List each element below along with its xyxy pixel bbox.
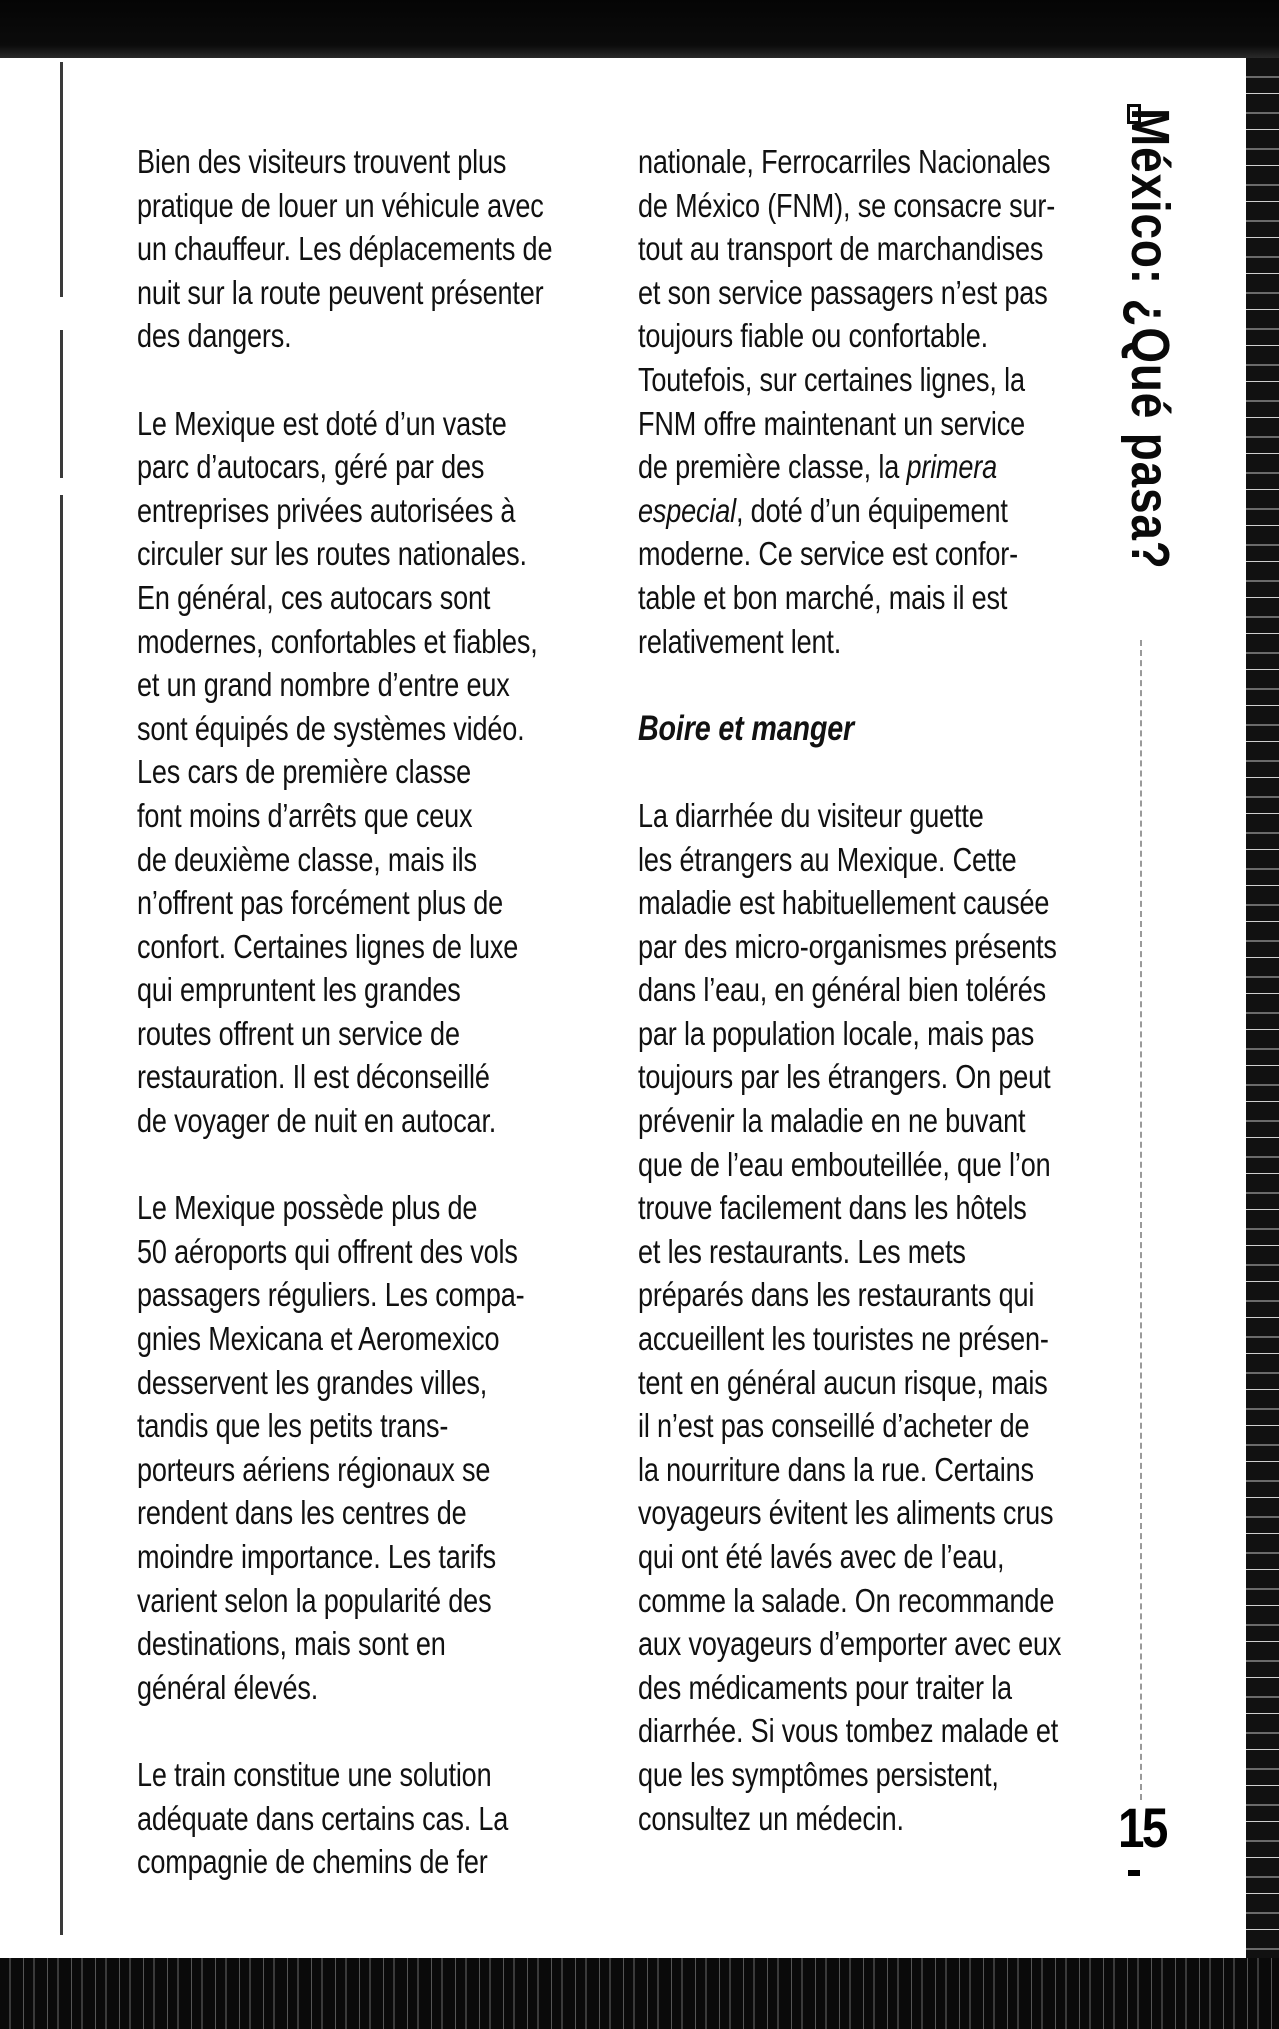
text-line: 50 aéroports qui offrent des vols [137, 1232, 518, 1270]
text-line: comme la salade. On recommande [638, 1581, 1055, 1619]
text-line: FNM offre maintenant un service [638, 404, 1025, 442]
text-line: des médicaments pour traiter la [638, 1668, 1012, 1706]
text-line: routes offrent un service de [137, 1014, 460, 1052]
text-line: qui empruntent les grandes [137, 971, 461, 1009]
page-number-mark [1128, 1870, 1140, 1876]
page-number: 15 [1118, 1796, 1166, 1859]
text-line: Toutefois, sur certaines lignes, la [638, 360, 1025, 398]
text-line: la nourriture dans la rue. Certains [638, 1450, 1034, 1488]
paragraph [137, 1186, 527, 1709]
margin-rule [60, 62, 63, 297]
text-line: destinations, mais sont en [137, 1625, 446, 1663]
text-line: relativement lent. [638, 622, 842, 660]
text-line: restauration. Il est déconseillé [137, 1058, 490, 1096]
text-line [638, 445, 1028, 489]
text-line: accueillent les touristes ne présen- [638, 1320, 1049, 1358]
text-line: circuler sur les routes nationales. [137, 535, 527, 573]
text-line: sont équipés de systèmes vidéo. [137, 709, 525, 747]
text-line: toujours fiable ou confortable. [638, 317, 988, 355]
paragraph [638, 140, 1056, 663]
text-line: de deuxième classe, mais ils [137, 840, 477, 878]
text-line: consultez un médecin. [638, 1799, 904, 1837]
italic-term: primera [906, 448, 998, 486]
margin-rule [60, 330, 63, 478]
text-line: trouve facilement dans les hôtels [638, 1189, 1027, 1227]
text-line: table et bon marché, mais il est [638, 578, 1008, 616]
scan-border-bottom [0, 1958, 1279, 2029]
text-line: de voyager de nuit en autocar. [137, 1102, 497, 1140]
text-line: n’offrent pas forcément plus de [137, 884, 503, 922]
text-line: aux voyageurs d’emporter avec eux [638, 1625, 1062, 1663]
text-line: et un grand nombre d’entre eux [137, 666, 510, 704]
text-line: pratique de louer un véhicule avec [137, 186, 544, 224]
text-line: moindre importance. Les tarifs [137, 1538, 497, 1575]
text-line: qui ont été lavés avec de l’eau, [638, 1538, 1005, 1575]
text-line: En général, ces autocars sont [137, 578, 491, 616]
text-line: nationale, Ferrocarriles Nacionales [638, 143, 1051, 180]
paragraph [137, 1753, 527, 1884]
text-line: que de l’eau embouteillée, que l’on [638, 1145, 1051, 1183]
text-line: desservent les grandes villes, [137, 1363, 488, 1401]
text-line: par des micro-organismes présents [638, 927, 1057, 965]
text-line: Le Mexique est doté d’un vaste [137, 404, 507, 442]
text-line [638, 489, 1028, 533]
text-line: et son service passagers n’est pas [638, 273, 1048, 311]
running-title: México: ¿Qué pasa? [1120, 108, 1180, 570]
text-line: nuit sur la route peuvent présenter [137, 273, 544, 311]
text-line: tout au transport de marchandises [638, 230, 1044, 268]
text-line: parc d’autocars, géré par des [137, 448, 485, 486]
running-title-rule [1140, 640, 1142, 1800]
text-line: entreprises privées autorisées à [137, 491, 516, 529]
text-run: , doté d’un équipement [735, 491, 1008, 529]
right-text-column [638, 140, 1062, 1884]
text-line: de México (FNM), se consacre sur- [638, 186, 1056, 224]
text-line: modernes, confortables et fiables, [137, 622, 538, 660]
text-line: les étrangers au Mexique. Cette [638, 840, 1017, 878]
text-line: préparés dans les restaurants qui [638, 1276, 1035, 1314]
text-line: confort. Certaines lignes de luxe [137, 927, 519, 965]
text-line: voyageurs évitent les aliments crus [638, 1494, 1054, 1532]
text-line: prévenir la maladie en ne buvant [638, 1102, 1026, 1140]
text-line: gnies Mexicana et Aeromexico [137, 1320, 500, 1358]
text-line: Le train constitue une solution [137, 1755, 492, 1793]
text-line: des dangers. [137, 317, 292, 355]
text-line: Le Mexique possède plus de [137, 1189, 478, 1227]
text-line: tent en général aucun risque, mais [638, 1363, 1048, 1401]
text-line: porteurs aériens régionaux se [137, 1450, 491, 1488]
text-line: font moins d’arrêts que ceux [137, 796, 473, 834]
text-line: moderne. Ce service est confor- [638, 535, 1018, 573]
scan-border-right [1246, 58, 1279, 1958]
text-line: La diarrhée du visiteur guette [638, 796, 984, 834]
paragraph [137, 402, 538, 1143]
text-line: rendent dans les centres de [137, 1494, 467, 1532]
text-line: Les cars de première classe [137, 753, 471, 791]
italic-term: especial [638, 491, 736, 529]
text-line: un chauffeur. Les déplacements de [137, 230, 553, 268]
text-line: Bien des visiteurs trouvent plus [137, 143, 507, 180]
paragraph [137, 140, 553, 358]
text-line: que les symptômes persistent, [638, 1755, 999, 1793]
text-line: compagnie de chemins de fer [137, 1843, 488, 1881]
left-text-column [137, 140, 553, 1927]
text-line: général élevés. [137, 1668, 319, 1706]
section-heading: Boire et manger [638, 708, 855, 748]
text-line: maladie est habituellement causée [638, 884, 1050, 922]
text-line: il n’est pas conseillé d’acheter de [638, 1407, 1030, 1445]
text-line: varient selon la popularité des [137, 1581, 492, 1619]
text-line: et les restaurants. Les mets [638, 1232, 966, 1270]
text-line: diarrhée. Si vous tombez malade et [638, 1712, 1059, 1750]
text-line: tandis que les petits trans- [137, 1407, 449, 1445]
scan-border-top [0, 0, 1279, 58]
text-line: par la population locale, mais pas [638, 1014, 1035, 1052]
margin-rule [60, 495, 63, 1935]
text-line: dans l’eau, en général bien tolérés [638, 971, 1046, 1009]
text-line: passagers réguliers. Les compa- [137, 1276, 525, 1314]
text-line: adéquate dans certains cas. La [137, 1799, 509, 1837]
paragraph [638, 794, 1062, 1840]
text-run: de première classe, la [638, 448, 907, 486]
text-line: toujours par les étrangers. On peut [638, 1058, 1051, 1096]
